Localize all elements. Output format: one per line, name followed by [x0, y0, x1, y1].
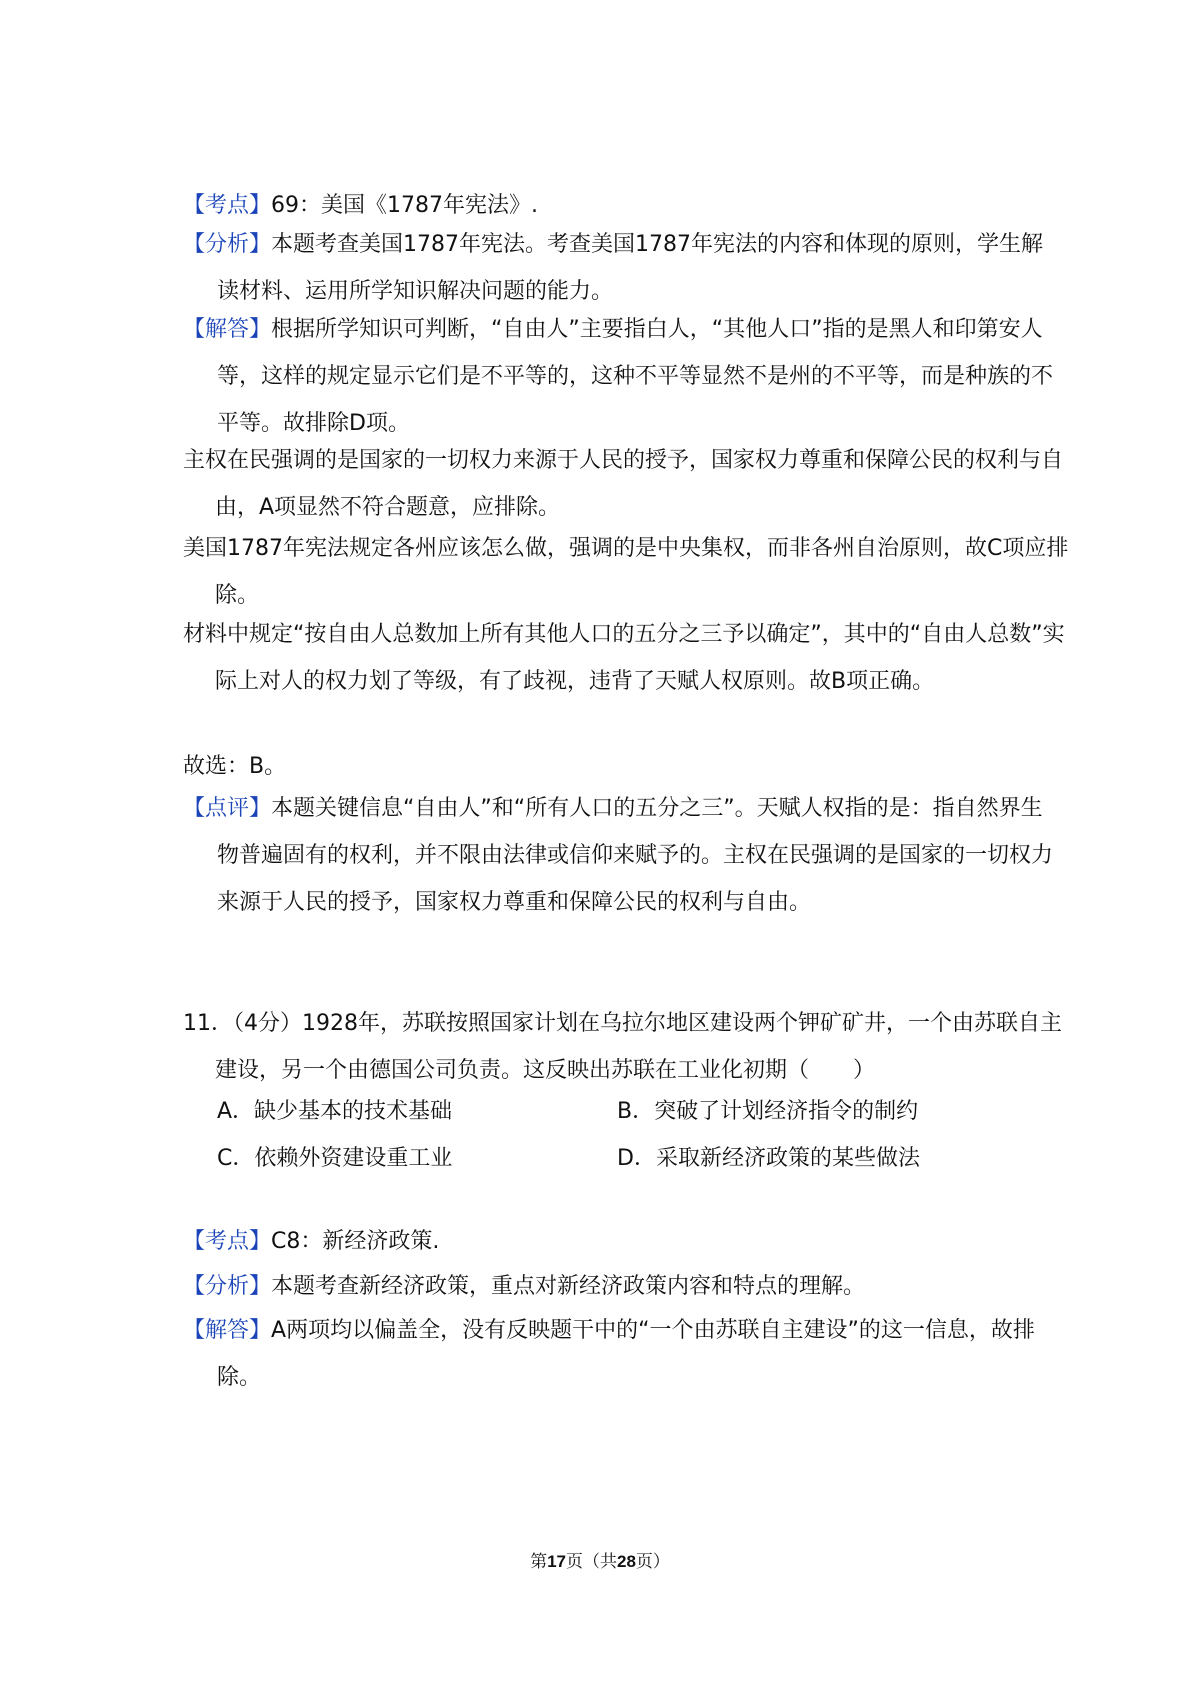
- option-b: B．突破了计划经济指令的制约: [617, 1099, 919, 1124]
- dianping-1-text: 本题关键信息“自由人”和“所有人口的五分之三”。天赋人权指的是：指自然界生物普遍固有的权利，并不限由法律或信仰来赋予的。主权在民强调的是国家的一切权力来源于人民的授予，国家权力尊重和保障公民的权利与自由。: [217, 796, 1054, 915]
- dianping-1: [183, 785, 1057, 926]
- jieda-2: [183, 1307, 1057, 1401]
- fenxi-2-text: 本题考查新经济政策，重点对新经济政策内容和特点的理解。: [271, 1274, 866, 1299]
- option-a: A．缺少基本的技术基础: [217, 1099, 453, 1124]
- footer-prefix: 第: [530, 1552, 548, 1572]
- kaodian-2: [183, 1218, 1057, 1265]
- fenxi-2: [183, 1263, 1057, 1310]
- paragraph-b: [183, 611, 1075, 705]
- paragraph-c-text: 美国1787年宪法规定各州应该怎么做，强调的是中央集权，而非各州自治原则，故C项应排除。: [183, 536, 1069, 608]
- conclusion: [183, 743, 1023, 790]
- tag-label: 【解答】: [183, 1318, 272, 1343]
- page-footer: [0, 1550, 1200, 1574]
- tag-label: 【解答】: [183, 317, 272, 342]
- paragraph-a: [183, 437, 1075, 531]
- option-d: D．采取新经济政策的某些做法: [617, 1146, 920, 1171]
- fenxi-1: [183, 221, 1057, 315]
- kaodian-1-text: 69：美国《1787年宪法》.: [271, 193, 538, 218]
- page-total: 28: [617, 1552, 636, 1571]
- question-options: [217, 1088, 1017, 1182]
- tag-label: 【点评】: [183, 796, 272, 821]
- tag-label: 【分析】: [183, 1274, 272, 1299]
- question-stem: [183, 1000, 1075, 1094]
- fenxi-1-text: 本题考查美国1787年宪法。考查美国1787年宪法的内容和体现的原则，学生解读材料、运用所学知识解决问题的能力。: [217, 232, 1043, 304]
- tag-label: 【考点】: [183, 193, 272, 218]
- option-c: C．依赖外资建设重工业: [217, 1146, 453, 1171]
- question-stem-text: 11．（4分）1928年，苏联按照国家计划在乌拉尔地区建设两个钾矿矿井，一个由苏联自主建设，另一个由德国公司负责。这反映出苏联在工业化初期（ ）: [183, 1011, 1062, 1083]
- jieda-1: [183, 306, 1057, 447]
- jieda-1-text: 根据所学知识可判断，“自由人”主要指白人，“其他人口”指的是黑人和印第安人等，这样的规定显示它们是不平等的，这种不平等显然不是州的不平等，而是种族的不平等。故排除D项。: [217, 317, 1054, 436]
- footer-mid: 页（共: [566, 1552, 617, 1572]
- conclusion-text: 故选：B。: [183, 754, 287, 779]
- kaodian-2-text: C8：新经济政策.: [271, 1229, 440, 1254]
- jieda-2-text: A两项均以偏盖全，没有反映题干中的“一个由苏联自主建设”的这一信息，故排除。: [217, 1318, 1035, 1390]
- footer-suffix: 页）: [635, 1552, 670, 1572]
- tag-label: 【考点】: [183, 1229, 272, 1254]
- paragraph-a-text: 主权在民强调的是国家的一切权力来源于人民的授予，国家权力尊重和保障公民的权利与自由，A项显然不符合题意，应排除。: [183, 448, 1064, 520]
- paragraph-b-text: 材料中规定“按自由人总数加上所有其他人口的五分之三予以确定”，其中的“自由人总数”实际上对人的权力划了等级，有了歧视，违背了天赋人权原则。故B项正确。: [183, 622, 1065, 694]
- paragraph-c: [183, 525, 1075, 619]
- tag-label: 【分析】: [183, 232, 272, 257]
- page-number: 17: [547, 1552, 566, 1571]
